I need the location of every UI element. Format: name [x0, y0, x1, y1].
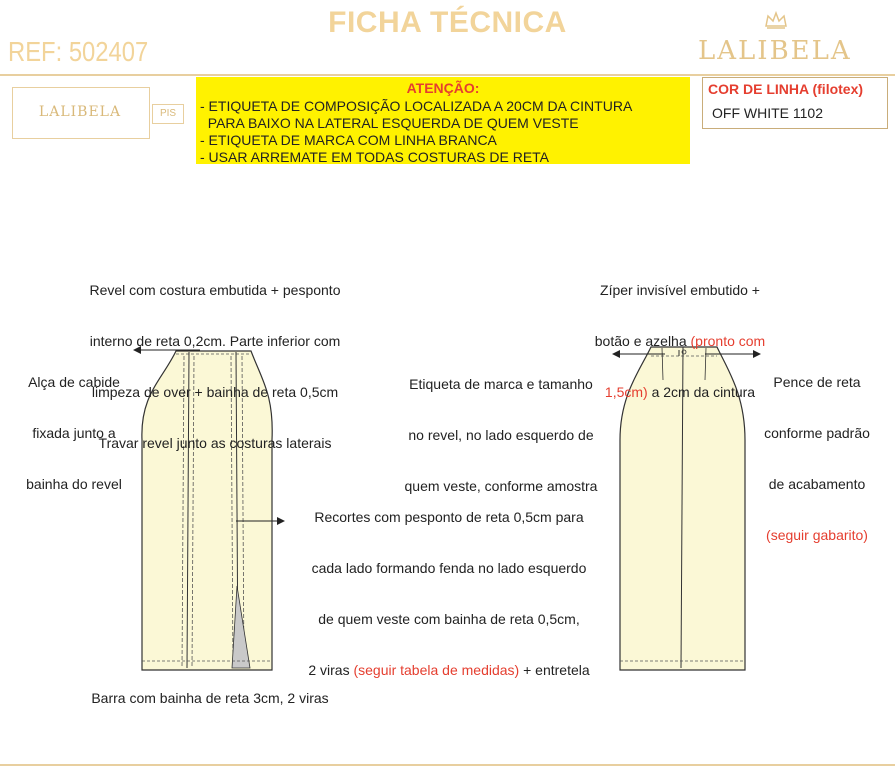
attention-line: - ETIQUETA DE MARCA COM LINHA BRANCA: [200, 132, 497, 148]
attention-line: - ETIQUETA DE COMPOSIÇÃO LOCALIZADA A 20CM DA CINTURA: [200, 98, 633, 114]
note-ziper: Zíper invisível embutido + botão e azelha (pronto com 1,5cm) a 2cm da cintura: [594, 282, 766, 400]
note-barra: Barra com bainha de reta 3cm, 2 viras: [91, 690, 329, 706]
label-tag-brand: LALIBELA: [38, 104, 122, 120]
pis-tag: PIS: [152, 104, 184, 124]
note-pence: Pence de reta conforme padrão de acabamento (seguir gabarito): [764, 374, 870, 543]
attention-title: ATENÇÃO:: [406, 80, 480, 96]
note-etiqueta: Etiqueta de marca e tamanho no revel, no lado esquerdo de quem veste, conforme amostra: [404, 376, 598, 494]
brand-logo: LALIBELA: [698, 36, 852, 66]
attention-line: - USAR ARREMATE EM TODAS COSTURAS DE RETA: [200, 149, 550, 165]
reference-code: REF: 502407: [8, 36, 149, 67]
note-recortes: Recortes com pesponto de reta 0,5cm para cada lado formando fenda no lado esquerdo de quem veste com bainha de reta 0,5cm, 2 viras (seguir tabela de medidas) + entretela: [308, 509, 590, 678]
note-revel: Revel com costura embutida + pesponto interno de reta 0,2cm. Parte inferior com limpeza de over + bainha de reta 0,5cm Travar revel junto as costuras laterais: [89, 282, 341, 451]
page-title: FICHA TÉCNICA: [328, 6, 567, 39]
attention-line: PARA BAIXO NA LATERAL ESQUERDA DE QUEM VESTE: [200, 115, 579, 131]
footer-divider: [0, 764, 895, 766]
thread-color-title: COR DE LINHA (filotex): [708, 81, 864, 97]
thread-color-value: OFF WHITE 1102: [712, 105, 823, 121]
note-alca: Alça de cabide fixada junto a bainha do revel: [26, 374, 122, 492]
